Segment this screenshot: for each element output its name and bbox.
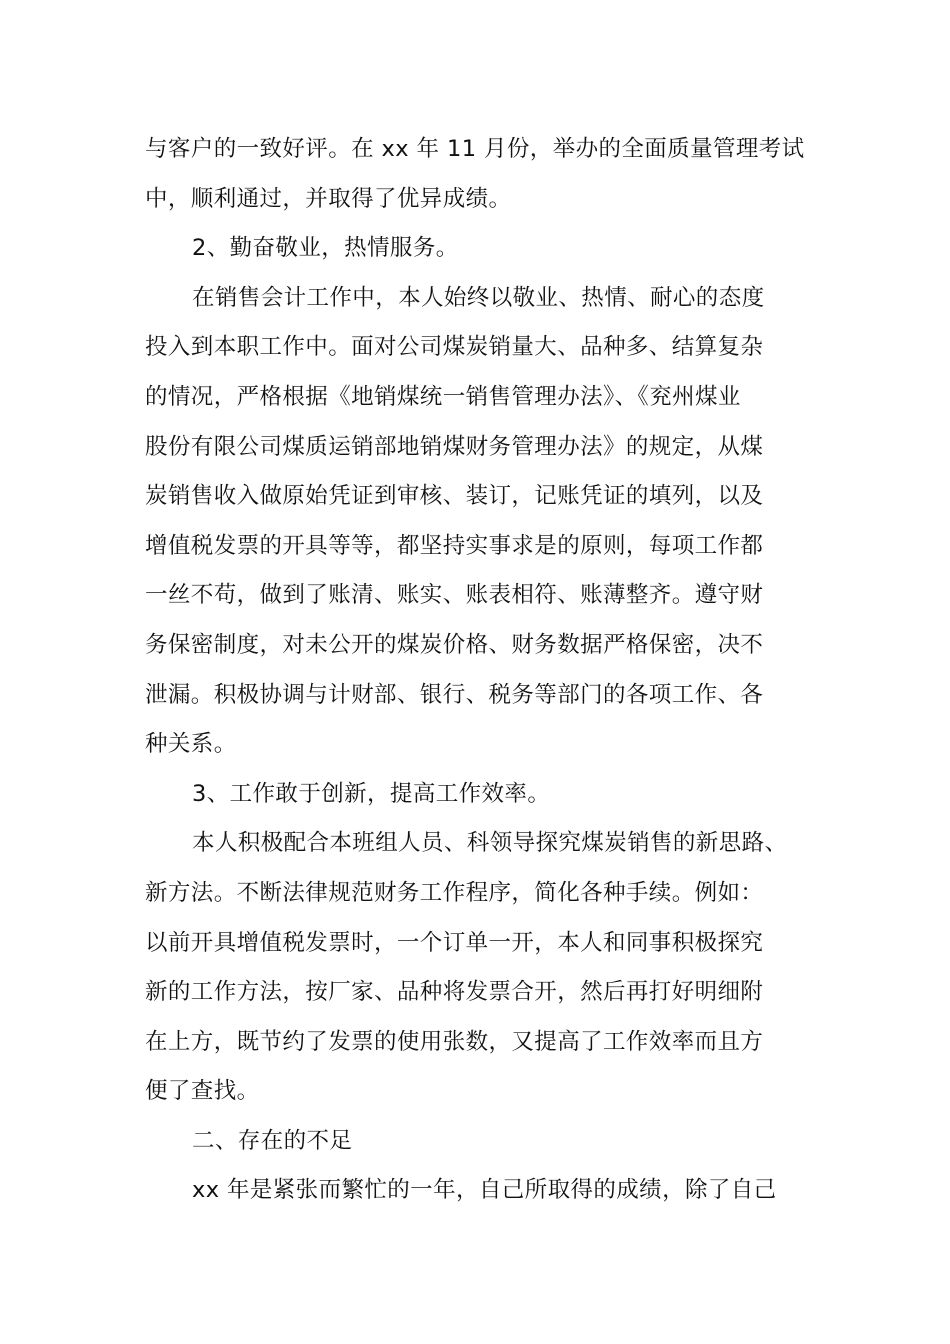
text-line: 新方法。不断法律规范财务工作程序，简化各种手续。例如：: [145, 879, 764, 906]
text-line: 以前开具增值税发票时，一个订单一开，本人和同事积极探究: [145, 929, 764, 956]
text-line: 本人积极配合本班组人员、科领导探究煤炭销售的新思路、: [192, 830, 788, 857]
text-line: 股份有限公司煤质运销部地销煤财务管理办法》的规定，从煤: [145, 433, 764, 460]
text-line: 便了查找。: [145, 1078, 260, 1105]
text-line: 增值税发票的开具等等，都坚持实事求是的原则，每项工作都: [145, 532, 764, 559]
text-line: 投入到本职工作中。面对公司煤炭销量大、品种多、结算复杂: [145, 334, 764, 361]
text-line: 新的工作方法，按厂家、品种将发票合开，然后再打好明细附: [145, 979, 764, 1006]
section-heading: 3、工作敢于创新，提高工作效率。: [192, 780, 551, 807]
text-line: 泄漏。积极协调与计财部、银行、税务等部门的各项工作、各: [145, 681, 764, 708]
section-heading: 二、存在的不足: [192, 1127, 353, 1154]
text-line: 在上方，既节约了发票的使用张数，又提高了工作效率而且方: [145, 1028, 764, 1055]
text-line: 一丝不苟，做到了账清、账实、账表相符、账薄整齐。遵守财: [145, 582, 764, 609]
document-body: [145, 125, 815, 1216]
text-line: 务保密制度，对未公开的煤炭价格、财务数据严格保密，决不: [145, 631, 764, 658]
text-line: 炭销售收入做原始凭证到审核、装订，记账凭证的填列，以及: [145, 483, 764, 510]
text-line: 的情况，严格根据《地销煤统一销售管理办法》、《兖州煤业: [145, 383, 741, 410]
section-heading: 2、勤奋敬业，热情服务。: [192, 235, 459, 262]
text-line: xx 年是紧张而繁忙的一年，自己所取得的成绩，除了自己: [192, 1177, 777, 1204]
text-line: 在销售会计工作中，本人始终以敬业、热情、耐心的态度: [192, 284, 765, 311]
text-line: 与客户的一致好评。在 xx 年 11 月份，举办的全面质量管理考试: [145, 136, 805, 162]
text-line: 种关系。: [145, 731, 237, 758]
text-line: 中，顺利通过，并取得了优异成绩。: [145, 185, 512, 212]
